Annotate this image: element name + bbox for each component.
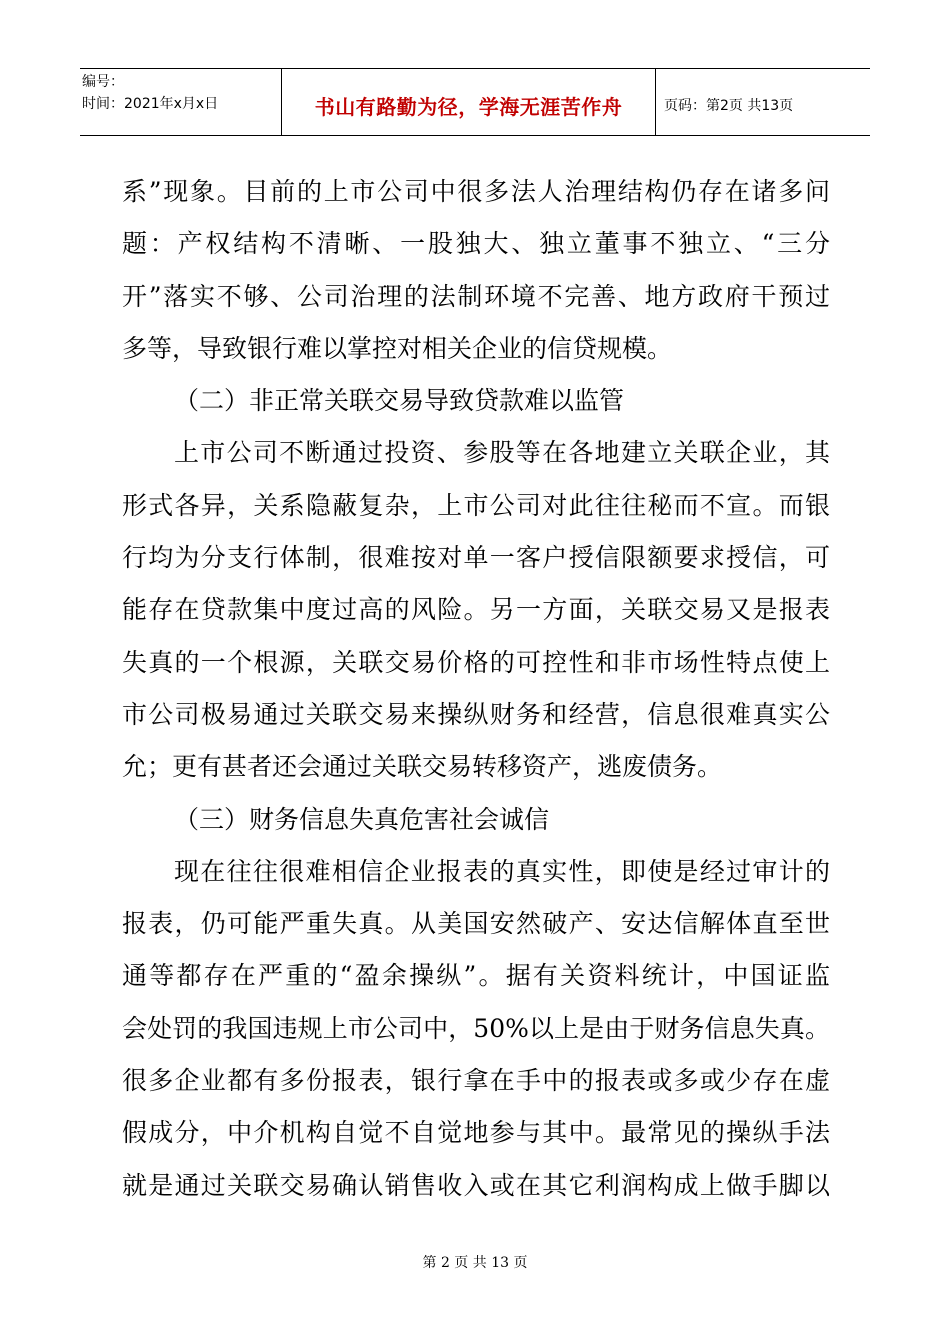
- text-line: 现在往往很难相信企业报表的真实性，即使是经过审计的: [174, 856, 830, 886]
- page-header: [80, 68, 870, 136]
- header-meta: [80, 69, 282, 135]
- text-line: 会处罚的我国违规上市公司中，50%以上是由于财务信息失真。: [122, 1013, 830, 1043]
- text-line: 就是通过关联交易确认销售收入或在其它利润构成上做手脚以: [122, 1170, 830, 1200]
- text-line: 通等都存在严重的“盈余操纵”。据有关资料统计，中国证监: [122, 961, 830, 991]
- page-footer: 第 2 页 共 13 页: [422, 1255, 528, 1271]
- section-heading: （三）财务信息失真危害社会诚信: [174, 804, 550, 834]
- text-line: 假成分，中介机构自觉不自觉地参与其中。最常见的操纵手法: [122, 1118, 830, 1148]
- text-line: 开”落实不够、公司治理的法制环境不完善、地方政府干预过: [122, 281, 830, 311]
- header-page-info: 页码：第2页 共13页: [664, 98, 794, 114]
- text-line: 形式各异，关系隐蔽复杂，上市公司对此往往秘而不宣。而银: [122, 490, 830, 520]
- text-line: 上市公司不断通过投资、参股等在各地建立关联企业，其: [174, 438, 830, 468]
- text-line: 多等，导致银行难以掌控对相关企业的信贷规模。: [122, 333, 673, 363]
- text-line: 市公司极易通过关联交易来操纵财务和经营，信息很难真实公: [122, 699, 830, 729]
- text-line: 失真的一个根源，关联交易价格的可控性和非市场性特点使上: [122, 647, 830, 677]
- header-motto: 书山有路勤为径，学海无涯苦作舟: [314, 94, 623, 119]
- text-line: 系”现象。目前的上市公司中很多法人治理结构仍存在诸多问: [122, 177, 830, 206]
- header-motto-cell: [282, 69, 656, 135]
- text-line: 题：产权结构不清晰、一股独大、独立董事不独立、“三分: [122, 229, 830, 259]
- text-line: 允；更有甚者还会通过关联交易转移资产，逃废债务。: [122, 752, 723, 782]
- text-line: 报表，仍可能严重失真。从美国安然破产、安达信解体直至世: [122, 909, 830, 939]
- document-body: [122, 166, 830, 1212]
- doc-time-label: 时间：2021年x月x日: [82, 96, 219, 112]
- text-line: 行均为分支行体制，很难按对单一客户授信限额要求授信，可: [122, 543, 830, 573]
- text-line: 能存在贷款集中度过高的风险。另一方面，关联交易又是报表: [122, 595, 830, 625]
- header-page-cell: [656, 69, 870, 135]
- doc-number-label: 编号：: [82, 74, 124, 90]
- text-line: 很多企业都有多份报表，银行拿在手中的报表或多或少存在虚: [122, 1066, 830, 1096]
- section-heading: （二）非正常关联交易导致贷款难以监管: [174, 386, 625, 416]
